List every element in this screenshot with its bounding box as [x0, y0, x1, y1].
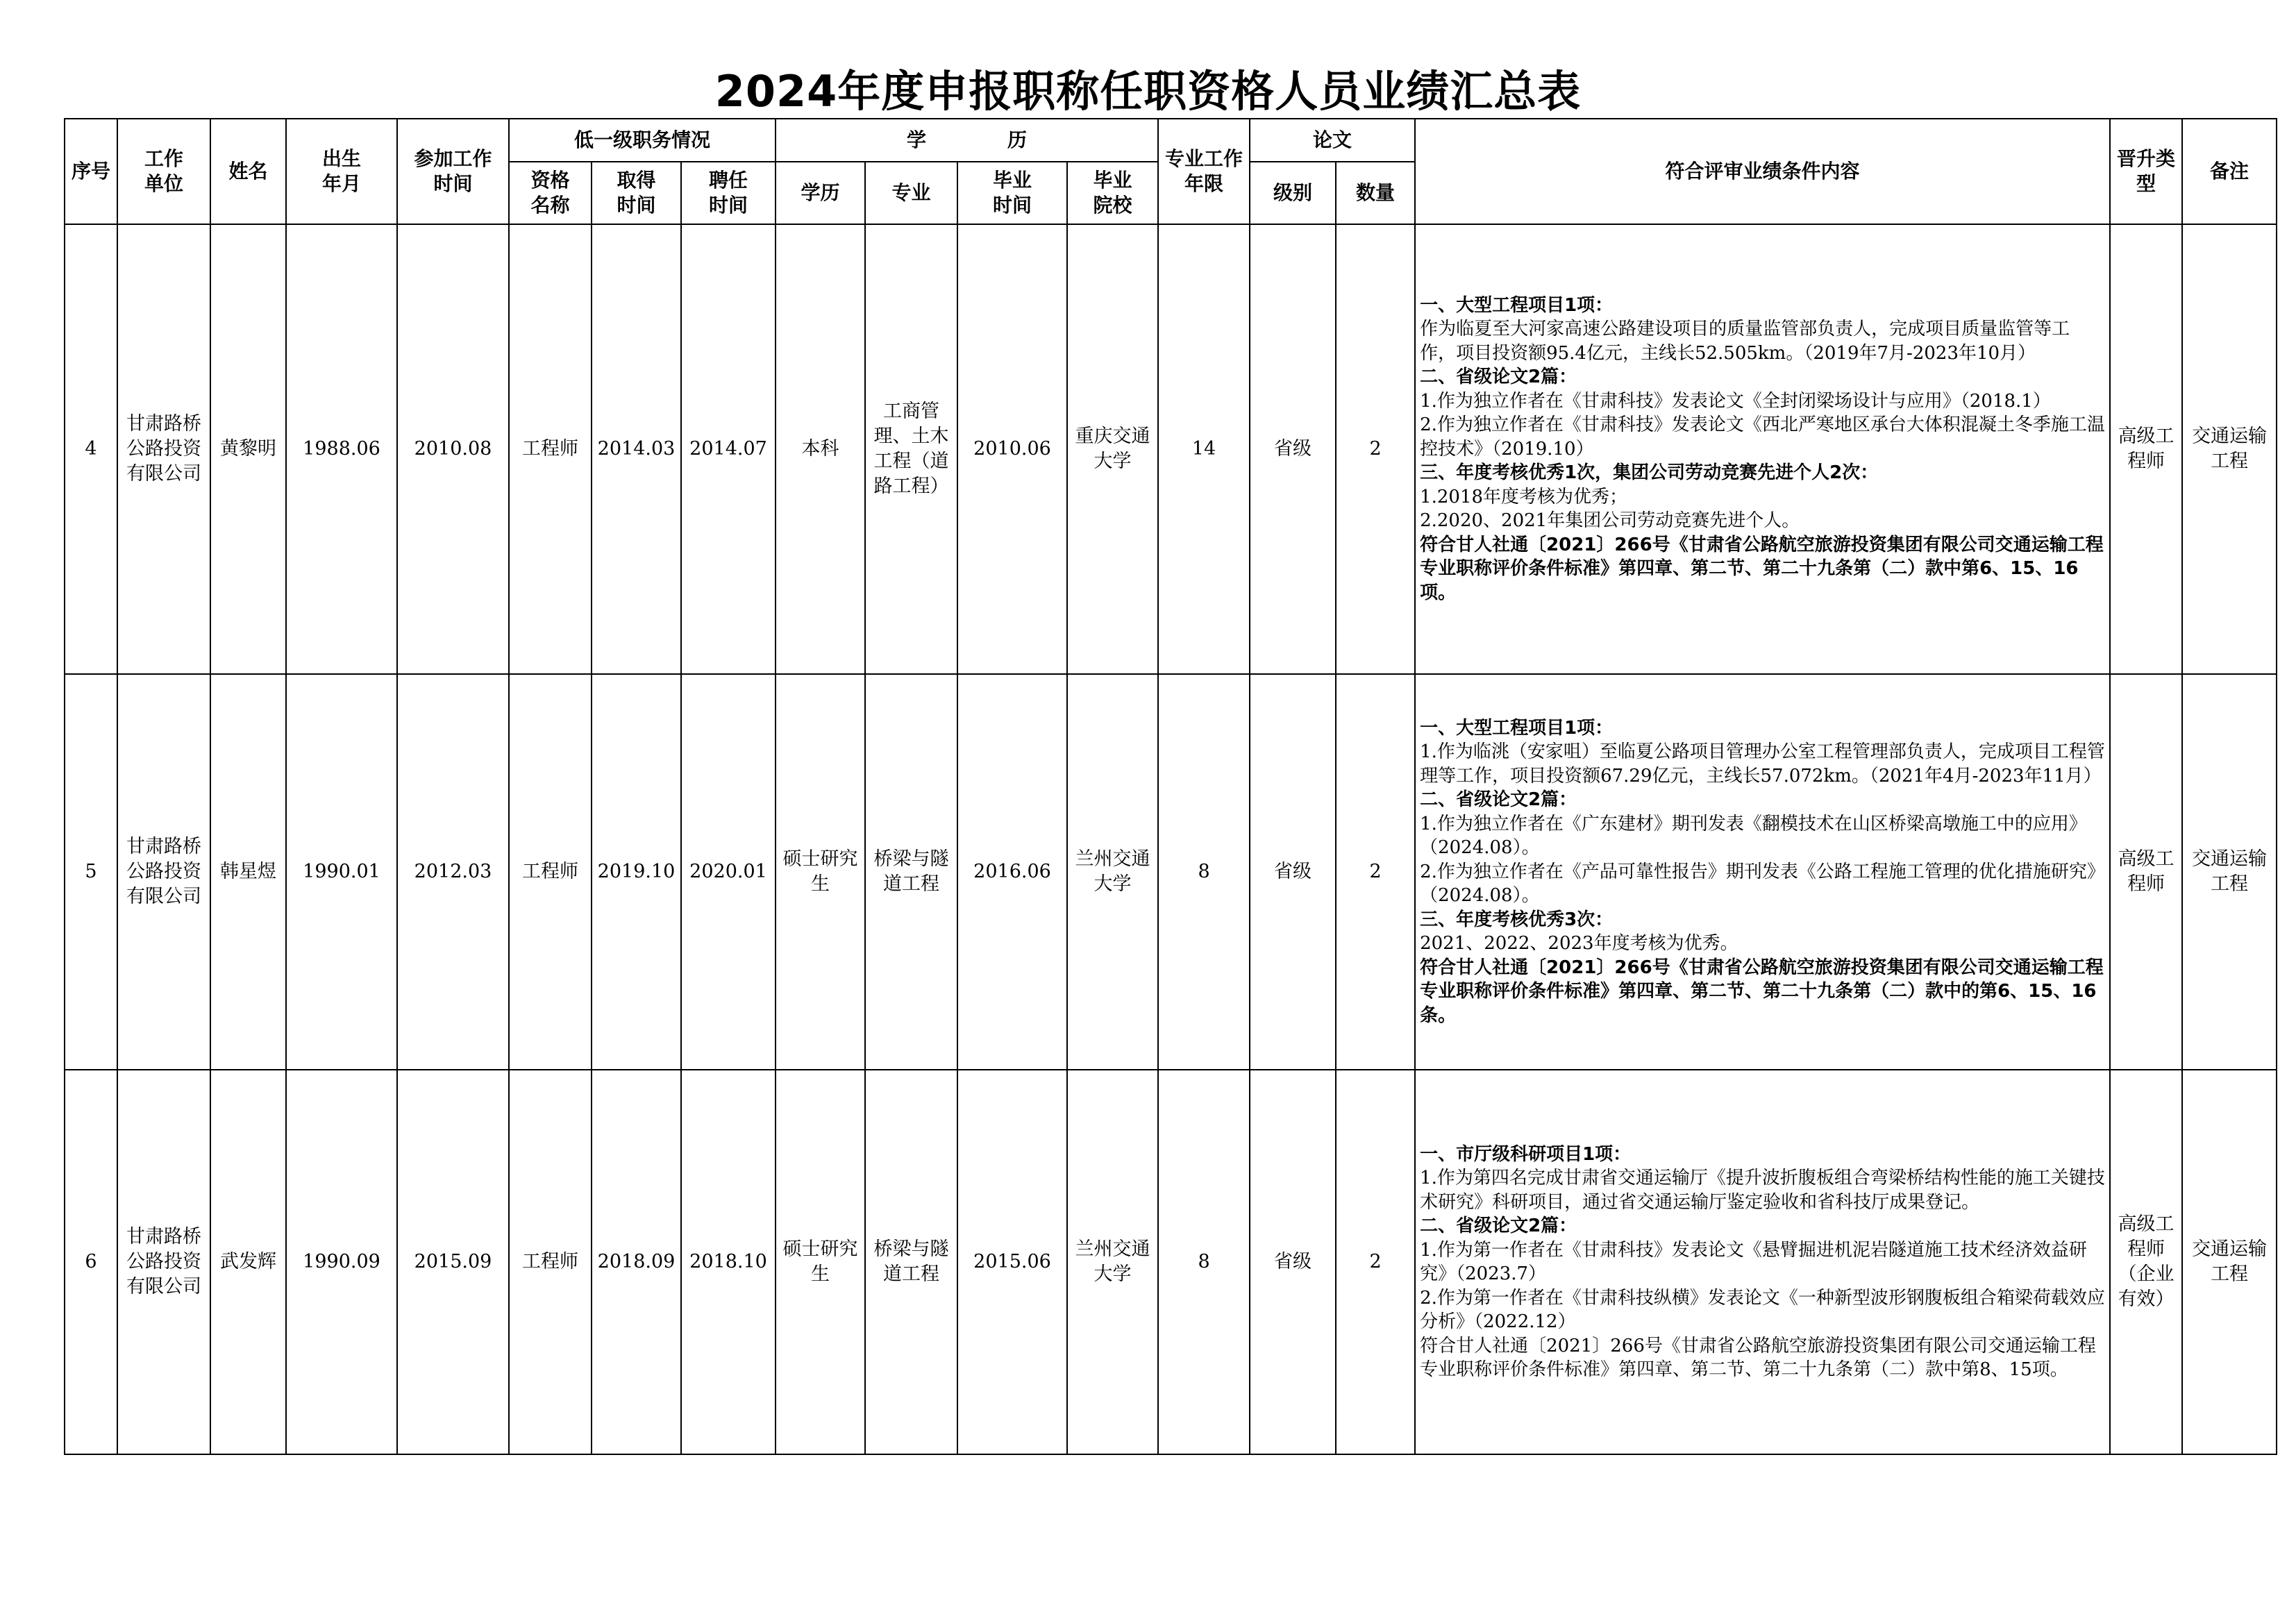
col-header-work-start: 参加工作 时间: [397, 119, 509, 224]
cell-grad-school: 重庆交通大学: [1067, 224, 1158, 674]
cell-unit: 甘肃路桥公路投资有限公司: [117, 674, 210, 1070]
cell-obtain-time: 2018.09: [592, 1070, 681, 1454]
performance-paragraph: 符合甘人社通〔2021〕266号《甘肃省公路航空旅游投资集团有限公司交通运输工程专业职称评价条件标准》第四章、第二节、第二十九条第（二）款中的第6、15、16条。: [1420, 957, 2104, 1026]
table-row: [65, 674, 2277, 1070]
cell-birth: 1990.09: [286, 1070, 397, 1454]
col-header-unit: 工作 单位: [117, 119, 210, 224]
performance-paragraph: 2.作为独立作者在《产品可靠性报告》期刊发表《公路工程施工管理的优化措施研究》（2024.08）。: [1420, 861, 2105, 907]
cell-count: 2: [1336, 674, 1415, 1070]
cell-seq: 5: [65, 674, 117, 1070]
col-header-qual-name: 资格 名称: [509, 162, 592, 224]
performance-paragraph: 2021、2022、2023年度考核为优秀。: [1420, 933, 1738, 955]
cell-obtain-time: 2014.03: [592, 224, 681, 674]
cell-years: 14: [1158, 224, 1250, 674]
col-header-years: 专业工作 年限: [1158, 119, 1250, 224]
performance-paragraph: 符合甘人社通〔2021〕266号《甘肃省公路航空旅游投资集团有限公司交通运输工程专业职称评价条件标准》第四章、第二节、第二十九条第（二）款中第8、15项。: [1420, 1335, 2096, 1380]
cell-seq: 6: [65, 1070, 117, 1454]
header-row-1: [65, 119, 2277, 162]
cell-promotion-type: 高级工程师: [2110, 674, 2182, 1070]
cell-name: 韩星煜: [210, 674, 286, 1070]
col-header-level: 级别: [1250, 162, 1336, 224]
col-header-birth: 出生 年月: [286, 119, 397, 224]
performance-paragraph: 1.作为第四名完成甘肃省交通运输厅《提升波折腹板组合弯梁桥结构性能的施工关键技术研究》科研项目，通过省交通运输厅鉴定验收和省科技厅成果登记。: [1420, 1168, 2105, 1213]
cell-level: 省级: [1250, 674, 1336, 1070]
cell-birth: 1990.01: [286, 674, 397, 1070]
col-header-count: 数量: [1336, 162, 1415, 224]
cell-qual-name: 工程师: [509, 674, 592, 1070]
table-row: [65, 1070, 2277, 1454]
performance-paragraph: 一、大型工程项目1项：: [1420, 294, 1614, 316]
cell-remarks: 交通运输工程: [2182, 1070, 2277, 1454]
cell-name: 黄黎明: [210, 224, 286, 674]
cell-grad-time: 2010.06: [957, 224, 1067, 674]
cell-unit: 甘肃路桥公路投资有限公司: [117, 224, 210, 674]
col-header-appoint-time: 聘任 时间: [681, 162, 776, 224]
cell-appoint-time: 2014.07: [681, 224, 776, 674]
performance-paragraph: 作为临夏至大河家高速公路建设项目的质量监管部负责人，完成项目质量监管等工作，项目投资额95.4亿元，主线长52.505km。（2019年7月-2023年10月）: [1420, 319, 2070, 364]
cell-qual-name: 工程师: [509, 1070, 592, 1454]
cell-obtain-time: 2019.10: [592, 674, 681, 1070]
cell-grad-time: 2015.06: [957, 1070, 1067, 1454]
performance-paragraph: 三、年度考核优秀1次，集团公司劳动竞赛先进个人2次：: [1420, 462, 1879, 484]
col-header-major: 专业: [865, 162, 957, 224]
col-header-obtain-time: 取得 时间: [592, 162, 681, 224]
cell-level: 省级: [1250, 1070, 1336, 1454]
cell-degree: 硕士研究生: [776, 674, 865, 1070]
cell-years: 8: [1158, 674, 1250, 1070]
cell-name: 武发辉: [210, 1070, 286, 1454]
cell-qual-name: 工程师: [509, 224, 592, 674]
col-header-papers: 论文: [1250, 119, 1415, 162]
cell-work-start: 2015.09: [397, 1070, 509, 1454]
cell-appoint-time: 2018.10: [681, 1070, 776, 1454]
performance-paragraph: 1.作为临洮（安家咀）至临夏公路项目管理办公室工程管理部负责人，完成项目工程管理等工作，项目投资额67.29亿元，主线长57.072km。（2021年4月-2023年11月）: [1420, 741, 2105, 787]
performance-paragraph: 二、省级论文2篇：: [1420, 1216, 1577, 1236]
cell-degree: 本科: [776, 224, 865, 674]
cell-performance: [1415, 674, 2110, 1070]
cell-degree: 硕士研究生: [776, 1070, 865, 1454]
col-header-remarks: 备注: [2182, 119, 2277, 224]
col-header-education: 学 历: [776, 119, 1158, 162]
col-header-name: 姓名: [210, 119, 286, 224]
cell-work-start: 2012.03: [397, 674, 509, 1070]
col-header-grad-school: 毕业 院校: [1067, 162, 1158, 224]
col-header-grad-time: 毕业 时间: [957, 162, 1067, 224]
cell-grad-school: 兰州交通大学: [1067, 674, 1158, 1070]
performance-summary-table: [64, 118, 2277, 1455]
performance-paragraph: 一、市厅级科研项目1项：: [1420, 1143, 1632, 1165]
cell-major: 桥梁与隧道工程: [865, 674, 957, 1070]
cell-count: 2: [1336, 224, 1415, 674]
performance-paragraph: 符合甘人社通〔2021〕266号《甘肃省公路航空旅游投资集团有限公司交通运输工程专业职称评价条件标准》第四章、第二节、第二十九条第（二）款中第6、15、16项。: [1420, 534, 2104, 603]
cell-grad-time: 2016.06: [957, 674, 1067, 1070]
col-header-degree: 学历: [776, 162, 865, 224]
performance-paragraph: 2.2020、2021年集团公司劳动竞赛先进个人。: [1420, 510, 1800, 532]
cell-performance: [1415, 224, 2110, 674]
performance-paragraph: 2.作为独立作者在《甘肃科技》发表论文《西北严寒地区承台大体积混凝土冬季施工温控技术》（2019.10）: [1420, 414, 2105, 460]
cell-years: 8: [1158, 1070, 1250, 1454]
performance-paragraph: 2.作为第一作者在《甘肃科技纵横》发表论文《一种新型波形钢腹板组合箱梁荷载效应分析》（2022.12）: [1420, 1287, 2105, 1332]
cell-major: 桥梁与隧道工程: [865, 1070, 957, 1454]
performance-paragraph: 1.2018年度考核为优秀；: [1420, 486, 1628, 507]
cell-major: 工商管理、土木工程（道路工程）: [865, 224, 957, 674]
cell-work-start: 2010.08: [397, 224, 509, 674]
performance-paragraph: 三、年度考核优秀3次：: [1420, 909, 1614, 930]
performance-paragraph: 二、省级论文2篇：: [1420, 789, 1577, 811]
cell-unit: 甘肃路桥公路投资有限公司: [117, 1070, 210, 1454]
performance-paragraph: 1.作为独立作者在《甘肃科技》发表论文《全封闭梁场设计与应用》（2018.1）: [1420, 390, 2051, 412]
performance-paragraph: 二、省级论文2篇：: [1420, 367, 1577, 388]
table-row: [65, 224, 2277, 674]
performance-paragraph: 1.作为独立作者在《广东建材》期刊发表《翻模技术在山区桥梁高墩施工中的应用》（2024.08）。: [1420, 813, 2087, 859]
cell-grad-school: 兰州交通大学: [1067, 1070, 1158, 1454]
col-header-performance: 符合评审业绩条件内容: [1415, 119, 2110, 224]
cell-birth: 1988.06: [286, 224, 397, 674]
cell-remarks: 交通运输工程: [2182, 674, 2277, 1070]
cell-promotion-type: 高级工程师: [2110, 224, 2182, 674]
performance-paragraph: 一、大型工程项目1项：: [1420, 717, 1614, 739]
col-header-lower-title: 低一级职务情况: [509, 119, 776, 162]
col-header-promotion-type: 晋升类 型: [2110, 119, 2182, 224]
col-header-seq: 序号: [65, 119, 117, 224]
cell-level: 省级: [1250, 224, 1336, 674]
cell-appoint-time: 2020.01: [681, 674, 776, 1070]
cell-remarks: 交通运输工程: [2182, 224, 2277, 674]
cell-seq: 4: [65, 224, 117, 674]
cell-count: 2: [1336, 1070, 1415, 1454]
cell-promotion-type: 高级工程师（企业有效）: [2110, 1070, 2182, 1454]
page-title: 2024年度申报职称任职资格人员业绩汇总表: [714, 66, 1582, 117]
performance-paragraph: 1.作为第一作者在《甘肃科技》发表论文《悬臂掘进机泥岩隧道施工技术经济效益研究》（2023.7）: [1420, 1239, 2087, 1284]
cell-performance: [1415, 1070, 2110, 1454]
